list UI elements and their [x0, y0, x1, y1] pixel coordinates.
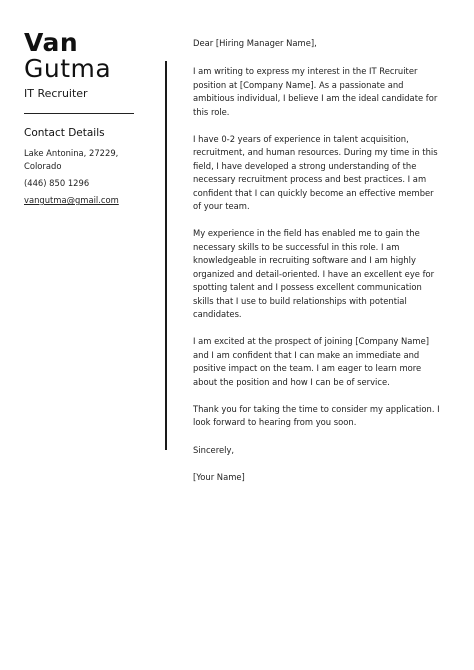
- letter-paragraph: I am excited at the prospect of joining [Company Name] and I am confident that I can make an immediate and positive impact on the team. I am eager to learn more about the position and how I can be of service.: [193, 336, 429, 387]
- sidebar: [24, 30, 136, 207]
- vertical-divider: [165, 61, 167, 450]
- first-name: Van: [24, 28, 79, 57]
- letter-signature: [Your Name]: [193, 472, 245, 483]
- last-name: Gutma: [24, 54, 112, 83]
- letter-paragraph: My experience in the field has enabled me to gain the necessary skills to be successful in this role. I am knowledgeable in recruiting software and I am highly organized and detail-oriented. I have an excellent eye for spotting talent and I possess excellent communication skills that I use to build relationships with potential candidates.: [193, 228, 435, 319]
- letter-paragraph: I am writing to express my interest in the IT Recruiter position at [Company Name]. As a passionate and ambitious individual, I believe I am the ideal candidate for this role.: [193, 66, 438, 117]
- job-title: IT Recruiter: [24, 87, 88, 100]
- letter-body: [193, 37, 443, 499]
- letter-paragraph: I have 0-2 years of experience in talent acquisition, recruitment, and human resources. During my time in this field, I have developed a strong understanding of the necessary recruitment process and best practices. I am confident that I can quickly become an effective member of your team.: [193, 134, 438, 212]
- letter-paragraph: Thank you for taking the time to consider my application. I look forward to hearing from you soon.: [193, 403, 440, 428]
- letter-closing: Sincerely,: [193, 444, 235, 455]
- contact-address: Lake Antonina, 27229, Colorado: [24, 148, 119, 171]
- contact-phone: (446) 850 1296: [24, 178, 90, 188]
- contact-details-heading: Contact Details: [24, 127, 105, 139]
- contact-email-link[interactable]: vangutma@gmail.com: [24, 195, 119, 205]
- letter-salutation: Dear [Hiring Manager Name],: [193, 38, 317, 48]
- name-divider: [24, 113, 134, 114]
